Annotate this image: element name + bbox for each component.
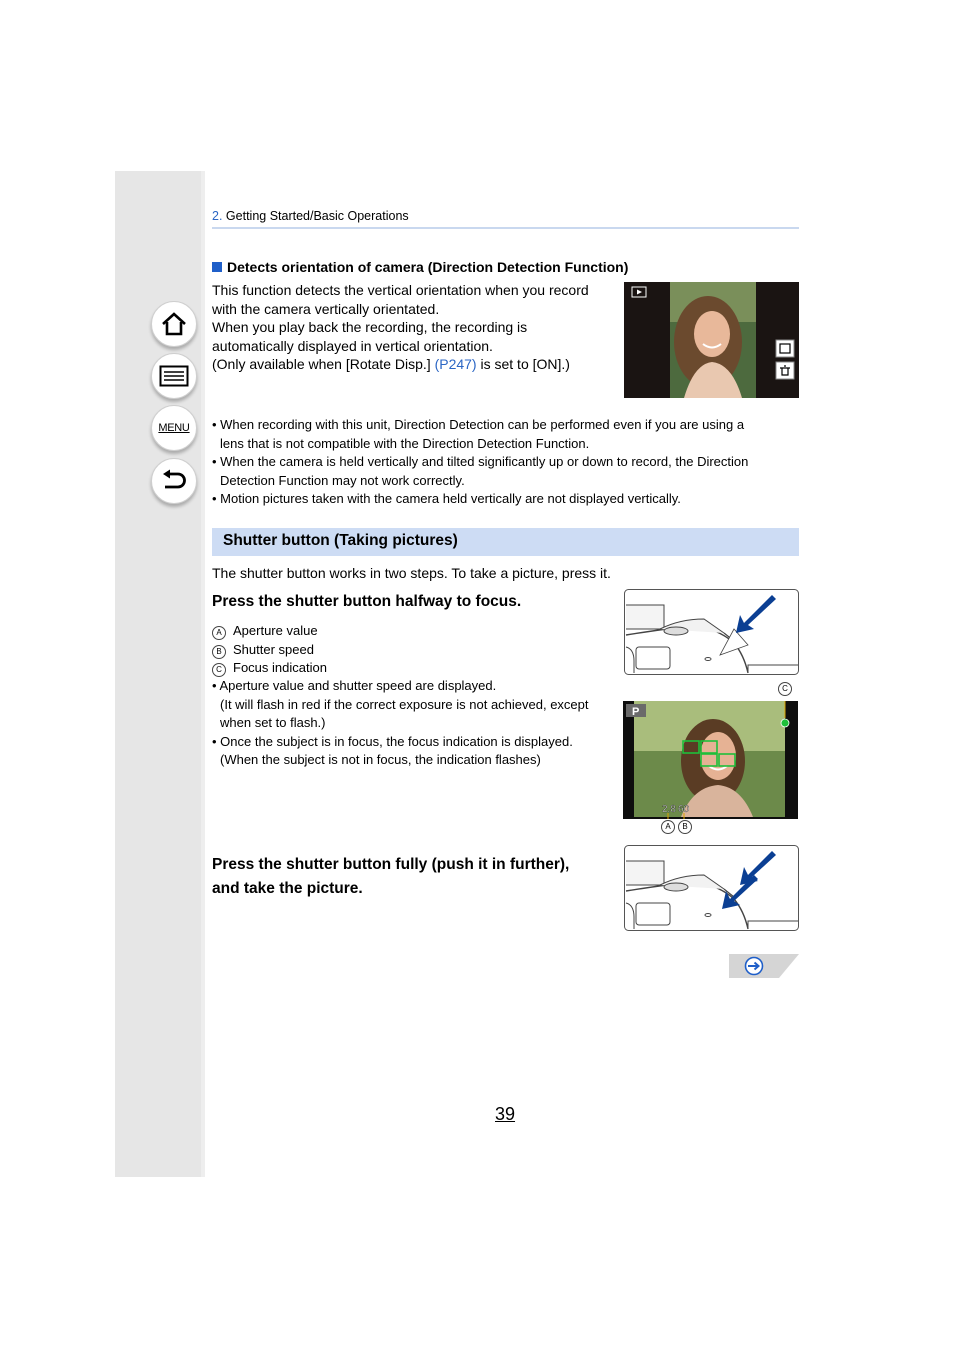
- focus-screen-figure: [623, 701, 798, 819]
- full-press-camera-figure: [624, 845, 799, 931]
- square-bullet-icon: [212, 262, 222, 272]
- list-item: (It will flash in red if the correct exposure is not achieved, except: [220, 696, 589, 712]
- section-band: [212, 528, 799, 556]
- legend-item: [212, 659, 327, 678]
- aperture-value: 2.8: [662, 804, 676, 815]
- contents-button[interactable]: [151, 353, 197, 399]
- shutter-intro: The shutter button works in two steps. To take a picture, press it.: [212, 565, 611, 581]
- page-number: 39: [495, 1104, 516, 1124]
- focus-indicator: [781, 719, 789, 727]
- legend-item: [212, 641, 327, 660]
- direction-detection-description: [212, 281, 589, 374]
- list-item: • When the camera is held vertically and tilted significantly up or down to record, the Direction: [212, 454, 749, 469]
- next-page-button[interactable]: [729, 954, 799, 978]
- list-item: • Aperture value and shutter speed are displayed.: [212, 678, 497, 693]
- legend-text: Focus indication: [233, 660, 327, 675]
- list-item: • When recording with this unit, Direction Detection can be performed even if you are using a: [212, 417, 745, 432]
- text-line: with the camera vertically orientated.: [212, 300, 440, 317]
- legend-text: Aperture value: [233, 623, 318, 638]
- legend-item: [212, 622, 327, 641]
- page-link-p247[interactable]: (P247): [434, 356, 477, 372]
- band-title: Shutter button (Taking pictures): [223, 532, 458, 549]
- text-line: This function detects the vertical orientation when you record: [212, 282, 589, 298]
- vertical-playback-figure: [624, 282, 799, 398]
- step1-heading: Press the shutter button halfway to focus.: [212, 593, 522, 610]
- step2-line: and take the picture.: [212, 880, 363, 897]
- list-item: Detection Function may not work correctly.: [220, 472, 465, 488]
- callout-c: C: [778, 682, 792, 696]
- callout-a: A: [661, 820, 675, 834]
- list-icon: [159, 365, 189, 387]
- mode-indicator: P: [632, 706, 640, 718]
- breadcrumb: [212, 209, 409, 223]
- legend-text: Shutter speed: [233, 641, 314, 657]
- legend: [212, 622, 327, 678]
- step2-heading: [212, 853, 569, 901]
- shutter-speed: 60: [678, 804, 690, 815]
- chapter-title: Getting Started/Basic Operations: [225, 209, 409, 223]
- half-press-camera-figure: [624, 589, 799, 675]
- legend-mark: A: [212, 626, 226, 640]
- list-item: lens that is not compatible with the Direction Detection Function.: [220, 435, 590, 451]
- legend-mark: C: [212, 663, 226, 677]
- list-item: • Motion pictures taken with the camera held vertically are not displayed vertically.: [212, 491, 681, 506]
- text-line: When you play back the recording, the recording is: [212, 319, 528, 335]
- list-item: (When the subject is not in focus, the indication flashes): [220, 752, 541, 767]
- list-item: • Once the subject is in focus, the focus indication is displayed.: [212, 733, 573, 749]
- menu-label: MENU: [158, 422, 190, 434]
- note-text: is set to [ON].): [476, 356, 570, 372]
- home-button[interactable]: [151, 301, 197, 347]
- section-title: Detects orientation of camera (Direction Detection Function): [227, 259, 629, 275]
- menu-button[interactable]: [151, 405, 197, 451]
- rotate-disp-note: [212, 355, 589, 374]
- callout-b: B: [678, 820, 692, 834]
- shutter-notes: [212, 677, 612, 770]
- home-icon: [160, 311, 188, 337]
- step2-line: Press the shutter button fully (push it in further),: [212, 856, 570, 873]
- sidebar-edge: [201, 171, 205, 1177]
- legend-mark: B: [212, 645, 226, 659]
- chapter-number: 2.: [212, 209, 223, 223]
- note-text: (Only available when [Rotate Disp.]: [212, 356, 435, 372]
- direction-detection-notes: [212, 416, 799, 509]
- header-divider: [212, 227, 799, 229]
- back-button[interactable]: [151, 458, 197, 504]
- list-item: when set to flash.): [220, 715, 326, 730]
- section-heading: [212, 259, 628, 275]
- return-icon: [160, 469, 188, 493]
- text-line: automatically displayed in vertical orientation.: [212, 337, 493, 354]
